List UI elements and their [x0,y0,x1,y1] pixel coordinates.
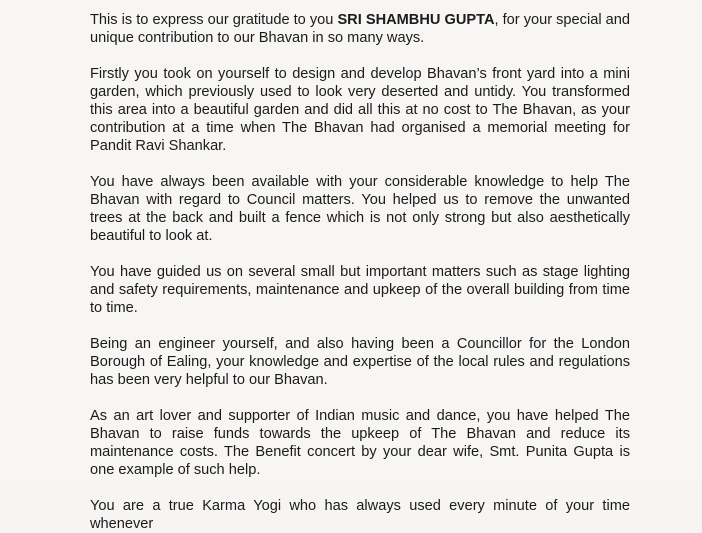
intro-paragraph [90,11,630,47]
paragraph-front-yard-garden: Firstly you took on yourself to design and develop Bhavan’s front yard into a mini garden, which previously used to look very deserted and untidy. You transformed this area into a beautiful garden and did all this at no cost to The Bhavan, as your contribution at a time when The Bhavan had organised a memorial meeting for Pandit Ravi Shankar. [90,66,630,154]
paragraph-karma-yogi: You are a true Karma Yogi who has always used every minute of your time whenever [90,498,630,532]
intro-text-before: This is to express our gratitude to you [90,12,338,28]
letter-body [90,11,630,533]
intro-text-after: , for your special and unique contribution to our Bhavan in so many ways. [90,12,630,46]
paragraph-council-matters: You have always been available with your considerable knowledge to help The Bhavan with regard to Council matters. You helped us to remove the unwanted trees at the back and built a fence which is not only strong but also aesthetically beautiful to look at. [90,174,630,244]
paragraph-engineer-councillor: Being an engineer yourself, and also having been a Councillor for the London Borough of Ealing, your knowledge and expertise of the local rules and regulations has been very helpful to our Bhavan. [90,336,630,388]
recipient-name: SRI SHAMBHU GUPTA [337,12,495,28]
paragraph-guidance: You have guided us on several small but important matters such as stage lighting and safety requirements, maintenance and upkeep of the overall building from time to time. [90,264,630,316]
paragraph-art-lover: As an art lover and supporter of Indian music and dance, you have helped The Bhavan to raise funds towards the upkeep of The Bhavan and reduce its maintenance costs. The Benefit concert by your dear wife, Smt. Punita Gupta is one example of such help. [90,408,630,478]
